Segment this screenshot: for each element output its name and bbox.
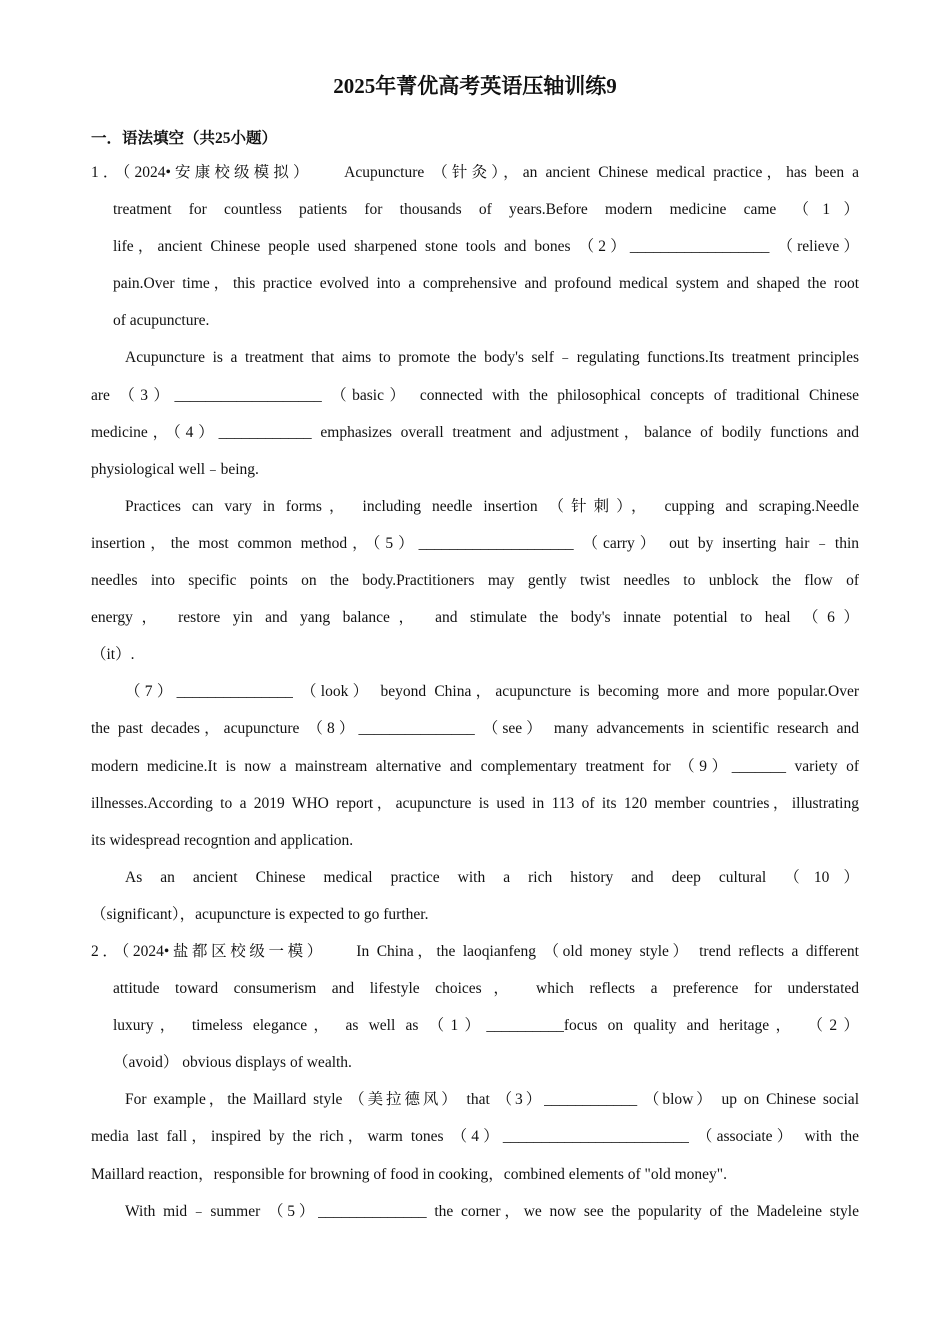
text-line	[0, 339, 950, 376]
line-text: With mid﹣summer （5）______________ the corner，we now see the popularity of the Madeleine style	[125, 1202, 859, 1220]
text-line	[0, 488, 950, 525]
text-line	[0, 1156, 950, 1193]
text-line	[0, 599, 950, 636]
line-text: energy， restore yin and yang balance， and stimulate the body's innate potential to heal （6）	[91, 609, 859, 627]
paragraph	[0, 1081, 950, 1192]
line-text: insertion，the most common method，（5）____________________ （carry） out by inserting hair﹣thin	[91, 534, 859, 552]
text-line	[0, 1193, 950, 1230]
line-text: Acupuncture is a treatment that aims to promote the body's self﹣regulating functions.Its treatment principles	[125, 349, 859, 367]
line-text: Practices can vary in forms， including needle insertion （针刺）， cupping and scraping.Needle	[125, 497, 859, 515]
line-text: 2．（2024•盐都区校级一模） In China，the laoqianfeng （old money style） trend reflects a different	[91, 942, 859, 960]
line-text: Maillard reaction，responsible for browning of food in cooking，combined elements of "old money".	[91, 1165, 727, 1183]
text-line	[0, 377, 950, 414]
line-text: pain.Over time，this practice evolved into a comprehensive and profound medical system and shaped the root	[113, 275, 859, 293]
line-text: attitude toward consumerism and lifestyle choices， which reflects a preference for understated	[113, 980, 859, 998]
line-text: physiological well﹣being.	[91, 460, 259, 478]
paragraph	[0, 1193, 950, 1230]
line-text: （avoid） obvious displays of wealth.	[113, 1054, 352, 1072]
document-body	[0, 154, 950, 1230]
paragraph	[0, 488, 950, 673]
question-item	[0, 933, 950, 1081]
line-text: needles into specific points on the body.Practitioners may gently twist needles to unblock the flow of	[91, 572, 859, 590]
text-line	[0, 1007, 950, 1044]
text-line	[0, 1118, 950, 1155]
section-heading: 一．语法填空（共25小题）	[91, 130, 278, 147]
paragraph	[0, 673, 950, 858]
text-line	[0, 748, 950, 785]
line-text: of acupuncture.	[113, 312, 210, 330]
line-text: medicine，（4）____________ emphasizes overall treatment and adjustment，balance of bodily functions and	[91, 423, 859, 441]
text-line	[0, 970, 950, 1007]
text-line	[0, 525, 950, 562]
text-line	[0, 191, 950, 228]
line-text: （significant），acupuncture is expected to go further.	[91, 905, 429, 923]
line-text: As an ancient Chinese medical practice with a rich history and deep cultural （10）	[125, 868, 859, 886]
document-title: 2025年菁优高考英语压轴训练9	[333, 74, 617, 98]
text-line	[0, 933, 950, 970]
text-line	[0, 451, 950, 488]
line-text: the past decades，acupuncture （8）_______________ （see） many advancements in scientific research and	[91, 720, 859, 738]
line-text: treatment for countless patients for thousands of years.Before modern medicine came （1）	[113, 201, 859, 219]
line-text: illnesses.According to a 2019 WHO report，acupuncture is used in 113 of its 120 member countries，illustrating	[91, 794, 859, 812]
line-text: modern medicine.It is now a mainstream alternative and complementary treatment for （9）_______ variety of	[91, 757, 859, 775]
text-line	[0, 822, 950, 859]
line-text: 1．（2024•安康校级模拟） Acupuncture （针灸），an ancient Chinese medical practice，has been a	[91, 164, 859, 181]
text-line	[0, 710, 950, 747]
text-line	[0, 562, 950, 599]
line-text: （it）.	[91, 646, 135, 664]
text-line	[0, 896, 950, 933]
text-line	[0, 154, 950, 191]
text-line	[0, 1081, 950, 1118]
text-line	[0, 636, 950, 673]
line-text: life，ancient Chinese people used sharpened stone tools and bones （2）__________________ （relieve）	[113, 238, 859, 256]
line-text: luxury， timeless elegance， as well as （1）__________focus on quality and heritage， （2）	[113, 1017, 859, 1035]
line-text: are （3）___________________ （basic） connected with the philosophical concepts of traditional Chinese	[91, 386, 859, 404]
line-text: （7）_______________ （look） beyond China，acupuncture is becoming more and more popular.Over	[125, 683, 859, 701]
text-line	[0, 785, 950, 822]
paragraph	[0, 859, 950, 933]
question-item	[0, 154, 950, 339]
line-text: its widespread recogntion and application.	[91, 831, 354, 849]
line-text: For example，the Maillard style （美拉德风） that （3）____________ （blow） up on Chinese social	[125, 1091, 859, 1109]
text-line	[0, 673, 950, 710]
text-line	[0, 302, 950, 339]
text-line	[0, 265, 950, 302]
paragraph	[0, 339, 950, 487]
text-line	[0, 228, 950, 265]
text-line	[0, 859, 950, 896]
text-line	[0, 1044, 950, 1081]
text-line	[0, 414, 950, 451]
line-text: media last fall，inspired by the rich，warm tones （4）________________________ （associate） with the	[91, 1128, 859, 1146]
